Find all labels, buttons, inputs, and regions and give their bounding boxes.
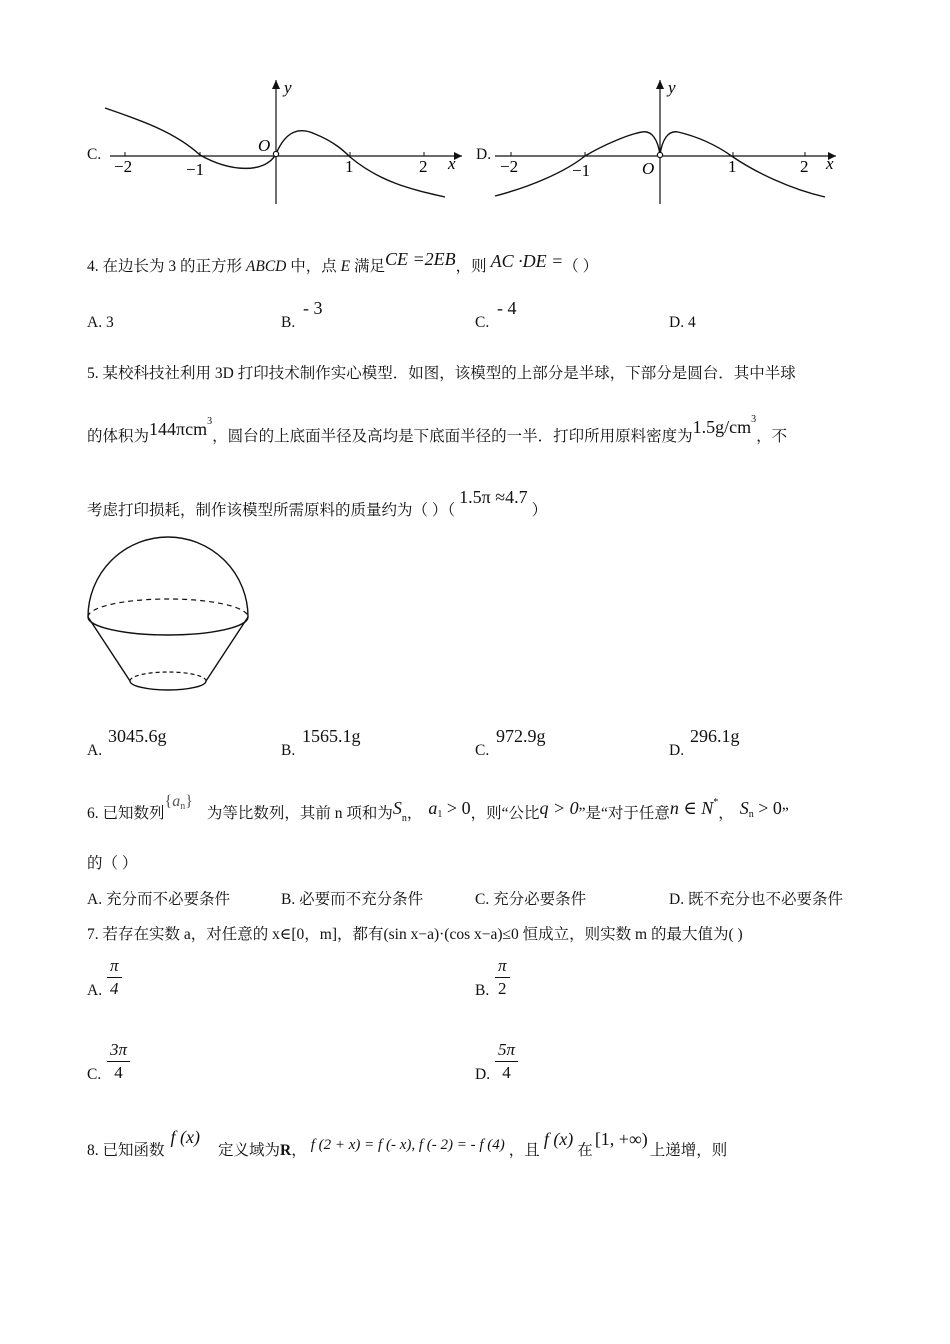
q5-option-a[interactable]: A.: [87, 742, 103, 759]
q4-option-c-value: - 4: [497, 298, 517, 318]
tick-label: 1: [345, 157, 354, 176]
q5-option-c-value: 972.9g: [496, 726, 546, 746]
tick-label: −1: [572, 161, 591, 180]
q7-option-d-fraction: $\frac{5\pi}{4}$: [495, 1040, 518, 1083]
q6-stem: 6. 已知数列$\{a_n\}$为等比数列，其前 n 项和为$S_n$， $a_1 > 0$，则“公比q > 0”是“对于任意n ∈ N*， $S_n > 0$”: [87, 793, 789, 824]
q7-stem: 7. 若存在实数 a，对任意的 x∈[0，m]，都有(sin x−a)·(cos x−a)≤0 恒成立，则实数 m 的最大值为( ): [87, 926, 743, 943]
q5-line3: 考虑打印损耗，制作该模型所需原料的质量约为（ ）（1.5π ≈4.7）: [87, 487, 548, 519]
graph-d: [490, 72, 850, 212]
y-axis-label: y: [284, 78, 292, 97]
origin-label: O: [258, 136, 271, 155]
q7-option-b-fraction: $\frac{\pi}{2}$: [495, 956, 510, 999]
q7-option-c-fraction: $\frac{3\pi}{4}$: [107, 1040, 130, 1083]
q7-option-a[interactable]: A.: [87, 982, 103, 999]
q4-option-d[interactable]: D. 4: [669, 314, 696, 331]
q5-option-b[interactable]: B.: [281, 742, 296, 759]
q5-option-a-value: 3045.6g: [108, 726, 167, 746]
q5-line1: 5. 某校科技社利用 3D 打印技术制作实心模型．如图，该模型的上部分是半球，下部分是圆台．其中半球: [87, 365, 796, 382]
q6-option-a[interactable]: A. 充分而不必要条件: [87, 891, 230, 908]
q5-option-c[interactable]: C.: [475, 742, 490, 759]
q6-option-d[interactable]: D. 既不充分也不必要条件: [669, 891, 843, 908]
q4-option-b[interactable]: B.: [281, 314, 296, 331]
q6-option-c[interactable]: C. 充分必要条件: [475, 891, 587, 908]
q8-stem: 8. 已知函数f (x)定义域为R， f (2 + x) = f (- x), f (- 2) = - f (4) ，且f (x)在[1, +∞)上递增，则: [87, 1127, 728, 1159]
graph-c: [100, 72, 470, 212]
x-axis-label: x: [826, 154, 834, 173]
x-axis-label: x: [448, 154, 456, 173]
q4-option-a[interactable]: A. 3: [87, 314, 114, 331]
q7-option-c[interactable]: C.: [87, 1066, 102, 1083]
tick-label: 2: [800, 157, 809, 176]
q6-line2: 的（ ）: [87, 855, 138, 872]
option-c-label: C.: [87, 146, 102, 163]
q5-option-b-value: 1565.1g: [302, 726, 361, 746]
tick-label: 1: [728, 157, 737, 176]
option-d-label: D.: [476, 146, 492, 163]
tick-label: −2: [500, 157, 519, 176]
q7-option-d[interactable]: D.: [475, 1066, 491, 1083]
origin-label: O: [642, 159, 655, 178]
q6-option-b[interactable]: B. 必要而不充分条件: [281, 891, 424, 908]
model-figure: [82, 535, 257, 695]
tick-label: −2: [114, 157, 133, 176]
q7-option-a-fraction: $\frac{\pi}{4}$: [107, 956, 122, 999]
q4-option-b-value: - 3: [303, 298, 323, 318]
q4-option-c[interactable]: C.: [475, 314, 490, 331]
q4-stem: 4. 在边长为 3 的正方形 ABCD 中，点 E 满足CE =2EB，则 AC ·DE =（ ）: [87, 249, 599, 275]
q5-option-d[interactable]: D.: [669, 742, 685, 759]
q7-option-b[interactable]: B.: [475, 982, 490, 999]
q5-line2: 的体积为144πcm$^3$，圆台的上底面半径及高均是下底面半径的一半．打印所用原料密度为$1.5g/cm^3$，不: [87, 414, 788, 445]
tick-label: −1: [186, 160, 205, 179]
q5-option-d-value: 296.1g: [690, 726, 740, 746]
y-axis-label: y: [668, 78, 676, 97]
q6-sequence: $\{a_n\}$: [164, 793, 193, 812]
tick-label: 2: [419, 157, 428, 176]
